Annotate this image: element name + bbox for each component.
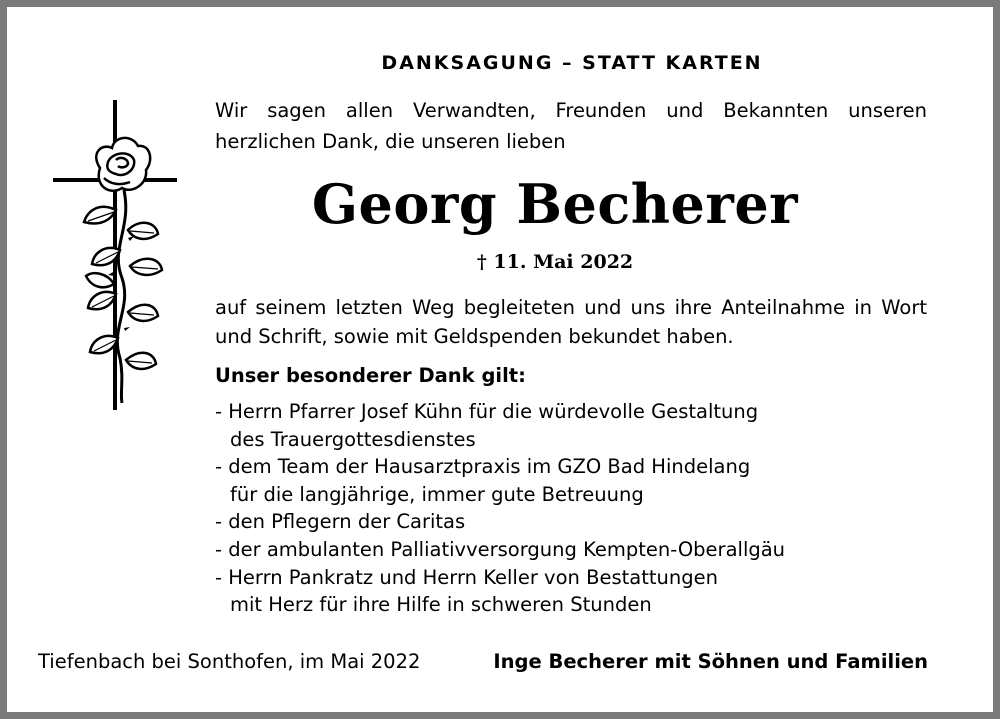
list-item: - dem Team der Hausarztpraxis im GZO Bad Hindelang — [215, 455, 751, 479]
deceased-name: Georg Becherer — [311, 172, 799, 236]
place-and-date: Tiefenbach bei Sonthofen, im Mai 2022 — [38, 650, 421, 673]
notice-heading: DANKSAGUNG – STATT KARTEN — [381, 52, 763, 74]
death-date: † 11. Mai 2022 — [476, 251, 634, 273]
body-line-1: auf seinem letzten Weg begleiteten und uns ihre Anteilnahme in Wort — [215, 296, 927, 319]
body-line-2: und Schrift, sowie mit Geldspenden bekundet haben. — [215, 325, 734, 348]
list-item: - Herrn Pankratz und Herrn Keller von Bestattungen — [215, 565, 718, 589]
cross-with-rose-icon — [50, 98, 180, 413]
list-item-continuation: für die langjährige, immer gute Betreuung — [230, 482, 644, 506]
list-item: - der ambulanten Palliativversorgung Kempten-Oberallgäu — [215, 537, 786, 561]
list-item: - den Pflegern der Caritas — [215, 510, 466, 534]
list-item-continuation: mit Herz für ihre Hilfe in schweren Stunden — [230, 593, 652, 617]
thanks-heading: Unser besonderer Dank gilt: — [215, 364, 526, 387]
intro-line-1: Wir sagen allen Verwandten, Freunden und Bekannten unseren — [215, 99, 927, 122]
signatories: Inge Becherer mit Söhnen und Familien — [493, 650, 928, 673]
thanks-list — [215, 398, 785, 619]
list-item-continuation: des Trauergottesdienstes — [230, 427, 476, 451]
list-item: - Herrn Pfarrer Josef Kühn für die würdevolle Gestaltung — [215, 400, 759, 423]
intro-line-2: herzlichen Dank, die unseren lieben — [215, 130, 566, 153]
